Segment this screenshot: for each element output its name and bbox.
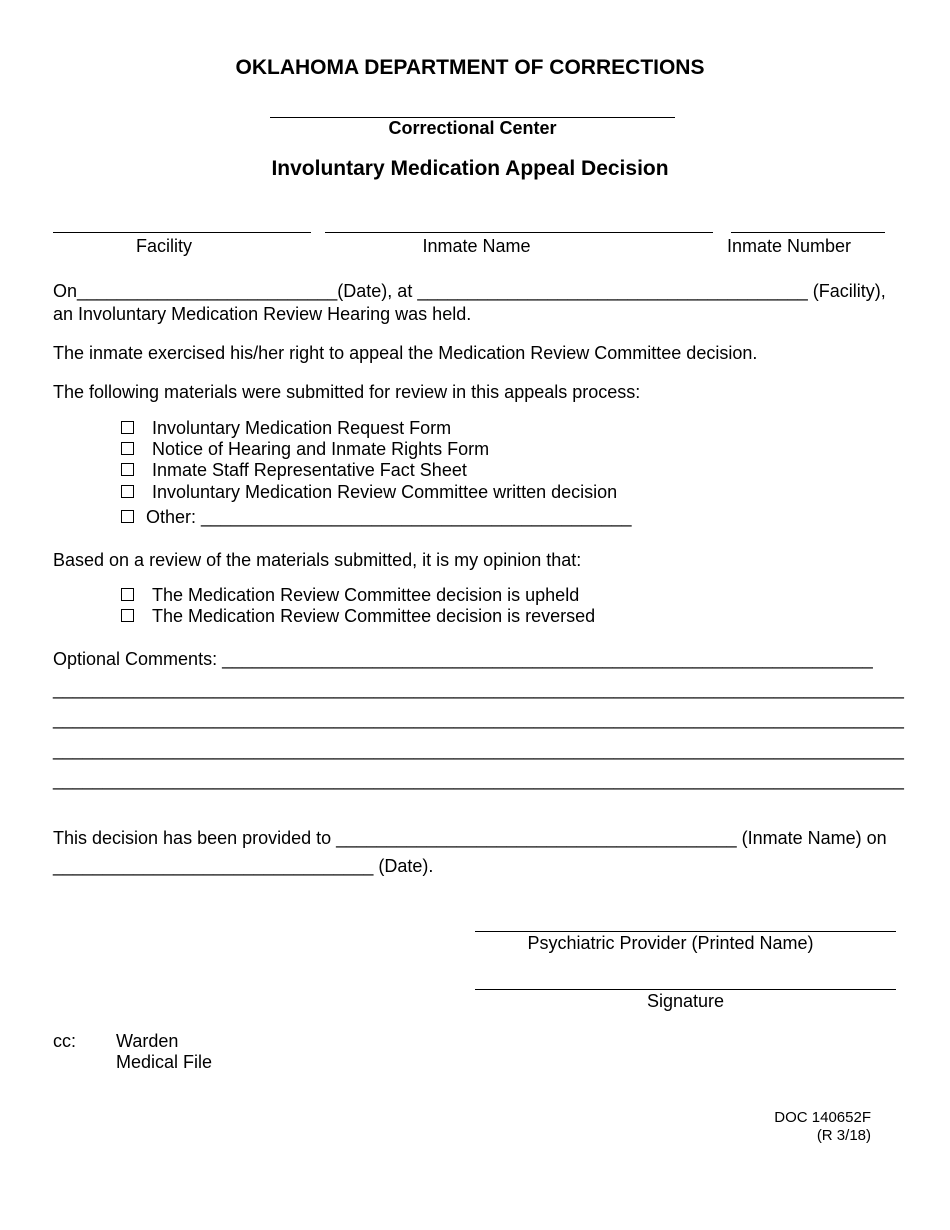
hearing-line-2: an Involuntary Medication Review Hearing was held. [53, 304, 472, 324]
checkbox[interactable] [121, 442, 134, 455]
checkbox[interactable] [121, 588, 134, 601]
cc-recipient: Medical File [116, 1052, 213, 1072]
facility-label: Facility [135, 236, 192, 256]
material-item-other [121, 507, 631, 528]
material-label: Inmate Staff Representative Fact Sheet [152, 460, 467, 480]
optional-comments-label: Optional Comments: _________________________________________________________________ [53, 649, 873, 669]
inmate-number-label: Inmate Number [726, 236, 852, 256]
comment-line[interactable]: _____________________________________________________________________________________ [53, 740, 904, 760]
opinion-label: The Medication Review Committee decision is reversed [152, 606, 596, 626]
opinion-label: The Medication Review Committee decision is upheld [152, 585, 580, 605]
checkbox[interactable] [121, 485, 134, 498]
revision-date: (R 3/18) [816, 1127, 871, 1144]
form-title: Involuntary Medication Appeal Decision [271, 157, 669, 180]
checkbox[interactable] [121, 463, 134, 476]
material-item [121, 460, 467, 481]
inmate-name-line[interactable] [325, 232, 713, 233]
provider-name-line[interactable] [475, 931, 896, 932]
materials-intro: The following materials were submitted for review in this appeals process: [53, 382, 641, 402]
material-item [121, 439, 489, 460]
opinion-option-upheld [121, 585, 579, 606]
checkbox[interactable] [121, 510, 134, 523]
signature-line[interactable] [475, 989, 896, 990]
material-label: Involuntary Medication Review Committee written decision [152, 482, 618, 502]
inmate-name-label: Inmate Name [422, 236, 531, 256]
comment-line[interactable]: _____________________________________________________________________________________ [53, 770, 904, 790]
material-item [121, 418, 451, 439]
hearing-line-1: On__________________________(Date), at _______________________________________ (Facility), [53, 281, 886, 301]
material-label: Involuntary Medication Request Form [152, 418, 452, 438]
material-label: Notice of Hearing and Inmate Rights Form [152, 439, 490, 459]
correctional-center-label: Correctional Center [388, 118, 557, 138]
signature-label: Signature [646, 991, 725, 1011]
department-heading: OKLAHOMA DEPARTMENT OF CORRECTIONS [235, 56, 705, 79]
appeal-statement: The inmate exercised his/her right to appeal the Medication Review Committee decision. [53, 343, 758, 363]
inmate-number-line[interactable] [731, 232, 885, 233]
doc-number: DOC 140652F [774, 1109, 871, 1126]
opinion-intro: Based on a review of the materials submitted, it is my opinion that: [53, 550, 582, 570]
other-label: Other: ___________________________________________ [146, 507, 632, 527]
provided-line-1: This decision has been provided to ________________________________________ (Inmate Name) on [53, 828, 887, 848]
cc-recipient: Warden [116, 1031, 179, 1051]
comment-line[interactable]: _____________________________________________________________________________________ [53, 679, 904, 699]
provider-label: Psychiatric Provider (Printed Name) [527, 933, 814, 953]
provided-line-2: ________________________________ (Date). [53, 856, 434, 876]
checkbox[interactable] [121, 421, 134, 434]
facility-line[interactable] [53, 232, 311, 233]
checkbox[interactable] [121, 609, 134, 622]
material-item [121, 482, 617, 503]
opinion-option-reversed [121, 606, 595, 627]
comment-line[interactable]: _____________________________________________________________________________________ [53, 709, 904, 729]
cc-label: cc: [53, 1031, 77, 1051]
